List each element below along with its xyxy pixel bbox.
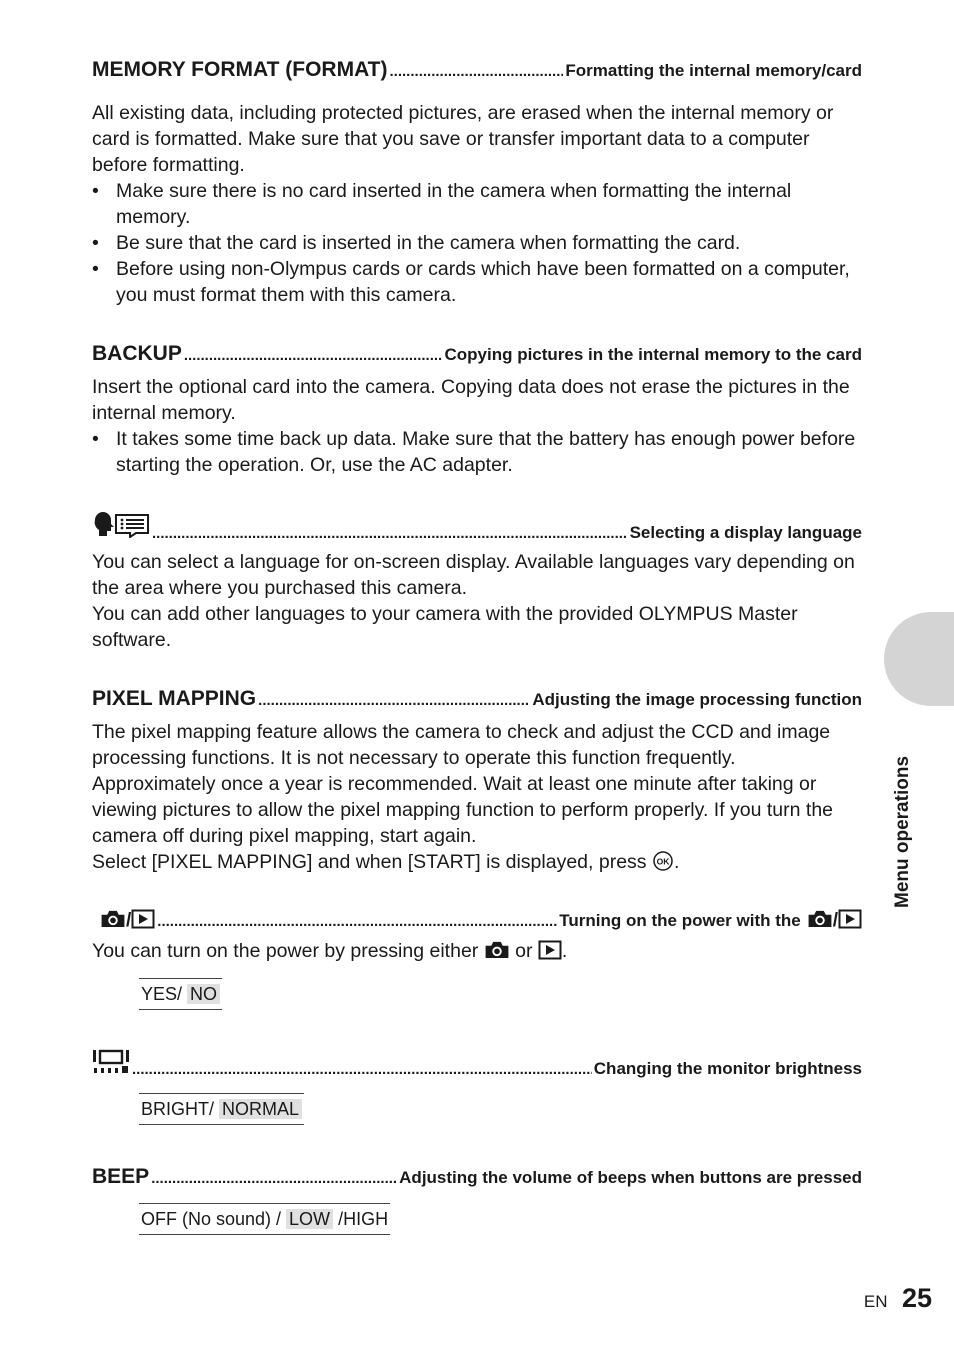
section-subtitle: Formatting the internal memory/card [565, 61, 862, 80]
section-subtitle: Copying pictures in the internal memory to the card [444, 345, 862, 364]
section-language [92, 512, 862, 653]
option-default: NO [187, 984, 220, 1004]
section-subtitle: Turning on the power with the [559, 911, 801, 930]
section-pixel-mapping [92, 687, 862, 875]
separator: / [126, 910, 132, 931]
section-backup [92, 342, 862, 478]
svg-text:OK: OK [656, 856, 670, 867]
page-content [92, 58, 862, 1235]
option-default: LOW [286, 1209, 333, 1229]
section-heading [92, 512, 862, 543]
section-title: PIXEL MAPPING [92, 687, 257, 710]
camera-icon [484, 940, 510, 962]
option-text: OFF (No sound) / [141, 1209, 287, 1229]
option-text: BRIGHT/ [141, 1099, 220, 1119]
page-footer [864, 1283, 932, 1314]
section-title: MEMORY FORMAT (FORMAT) [92, 58, 388, 81]
paragraph: Insert the optional card into the camera. Copying data does not erase the pictures in the internal memory. [92, 376, 850, 424]
language-code: EN [863, 1292, 888, 1311]
section-heading [92, 58, 862, 82]
section-subtitle: Adjusting the image processing function [532, 690, 862, 709]
leader-dots [132, 1061, 592, 1078]
paragraph: You can select a language for on-screen display. Available languages vary depending on the area where you purchased this camera. [92, 551, 855, 599]
option-default: NORMAL [219, 1099, 302, 1119]
chapter-tab-label: Menu operations [892, 755, 913, 908]
section-beep [92, 1165, 862, 1235]
playback-icon [838, 909, 862, 931]
page-number: 25 [901, 1283, 932, 1313]
leader-dots [152, 525, 628, 542]
paragraph [92, 938, 862, 964]
section-heading [92, 1165, 862, 1189]
section-title: BEEP [92, 1165, 150, 1188]
list-item: • Be sure that the card is inserted in the camera when formatting the card. [92, 230, 862, 256]
list-item: • Make sure there is no card inserted in the camera when formatting the internal memory. [92, 178, 862, 230]
bullet-list [92, 178, 862, 308]
ok-button-icon [652, 851, 674, 873]
section-monitor-brightness [92, 1048, 862, 1125]
section-subtitle: Adjusting the volume of beeps when buttons are pressed [399, 1168, 862, 1187]
leader-dots [157, 913, 557, 930]
leader-dots [390, 63, 564, 80]
text-run: . [673, 851, 680, 873]
camera-icon [100, 909, 126, 931]
section-heading [92, 909, 862, 932]
section-heading [92, 687, 862, 711]
option-text: /HIGH [333, 1209, 389, 1229]
paragraph: The pixel mapping feature allows the camera to check and adjust the CCD and image processing functions. It is not necessary to operate this function frequently. Approximately once a year is recommended. Wait at least one minute after taking or viewing pictures to allow the pixel mapping function to perform properly. If you turn the camera off during pixel mapping, start again. [92, 721, 834, 847]
option-box [139, 978, 222, 1010]
text-run: or [515, 940, 533, 962]
list-item: • It takes some time back up data. Make sure that the battery has enough power before starting the operation. Or, use the AC adapter. [92, 426, 862, 478]
section-title: BACKUP [92, 342, 182, 365]
paragraph: All existing data, including protected pictures, are erased when the internal memory or card is formatted. Make sure that you save or transfer important data to a computer before formatting. [92, 102, 834, 176]
playback-icon [131, 909, 155, 931]
chapter-tab [884, 612, 954, 706]
section-subtitle: Selecting a display language [629, 523, 862, 542]
leader-dots [184, 347, 443, 364]
playback-icon [538, 940, 562, 962]
separator: / [832, 910, 838, 931]
language-icon [92, 512, 150, 543]
section-power-on [92, 909, 862, 1010]
leader-dots [151, 1170, 397, 1187]
option-box [139, 1203, 390, 1235]
option-box [139, 1093, 304, 1125]
text-run: You can turn on the power by pressing either [92, 940, 479, 962]
section-memory-format [92, 58, 862, 308]
list-item: • Before using non-Olympus cards or cards which have been formatted on a computer, you must format them with this camera. [92, 256, 862, 308]
option-text: YES/ [141, 984, 188, 1004]
leader-dots [258, 692, 530, 709]
monitor-brightness-icon [92, 1048, 130, 1079]
bullet-list [92, 426, 862, 478]
text-run: . [561, 940, 568, 962]
camera-icon [807, 909, 833, 931]
section-heading [92, 1048, 862, 1079]
paragraph [92, 849, 862, 875]
section-heading [92, 342, 862, 366]
section-subtitle: Changing the monitor brightness [593, 1059, 862, 1078]
text-run: Select [PIXEL MAPPING] and when [START] is displayed, press [92, 851, 647, 873]
paragraph: You can add other languages to your camera with the provided OLYMPUS Master software. [92, 603, 798, 651]
